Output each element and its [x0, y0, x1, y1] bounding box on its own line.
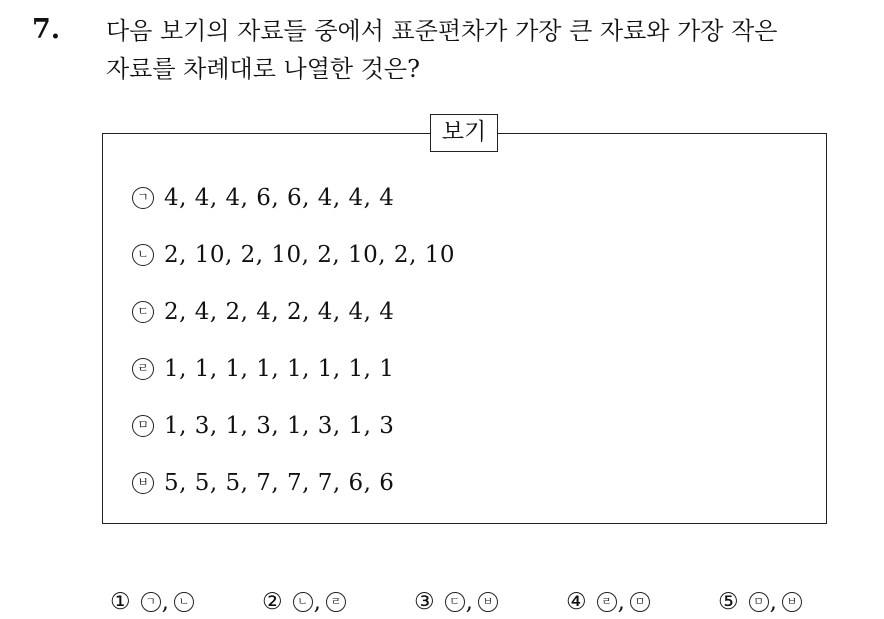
choice-marker-first: ㄷ: [445, 592, 465, 612]
item-marker: ㄹ: [132, 358, 154, 380]
choice-number: ②: [262, 589, 283, 615]
choice-separator: ,: [617, 589, 625, 615]
item-marker: ㄷ: [132, 301, 154, 323]
choice-separator: ,: [161, 589, 169, 615]
bogi-item-5: [132, 409, 394, 443]
choice-1[interactable]: [110, 589, 194, 615]
choice-marker-second: ㅁ: [630, 592, 650, 612]
choice-number: ④: [566, 589, 587, 615]
choice-number: ①: [110, 589, 131, 615]
choice-5[interactable]: [718, 589, 802, 615]
choice-marker-first: ㄴ: [293, 592, 313, 612]
item-marker: ㅂ: [132, 472, 154, 494]
question-number: 7.: [32, 14, 61, 45]
choice-number: ⑤: [718, 589, 739, 615]
question-text-line-2: 자료를 차례대로 나열한 것은?: [106, 55, 420, 83]
item-marker: ㄴ: [132, 244, 154, 266]
item-values: 5, 5, 5, 7, 7, 7, 6, 6: [164, 470, 395, 496]
choice-separator: ,: [313, 589, 321, 615]
item-values: 2, 4, 2, 4, 2, 4, 4, 4: [164, 299, 395, 325]
choice-marker-second: ㅂ: [478, 592, 498, 612]
choice-separator: ,: [769, 589, 777, 615]
bogi-item-6: [132, 466, 394, 500]
choice-marker-second: ㄴ: [174, 592, 194, 612]
choice-marker-second: ㄹ: [326, 592, 346, 612]
choice-marker-second: ㅂ: [782, 592, 802, 612]
item-values: 1, 3, 1, 3, 1, 3, 1, 3: [164, 413, 395, 439]
choice-separator: ,: [465, 589, 473, 615]
item-marker: ㄱ: [132, 187, 154, 209]
bogi-item-2: [132, 238, 455, 272]
choice-marker-first: ㄹ: [597, 592, 617, 612]
item-values: 1, 1, 1, 1, 1, 1, 1, 1: [164, 356, 395, 382]
bogi-title: 보기: [430, 114, 498, 152]
choice-4[interactable]: [566, 589, 650, 615]
choice-number: ③: [414, 589, 435, 615]
item-values: 4, 4, 4, 6, 6, 4, 4, 4: [164, 185, 395, 211]
item-marker: ㅁ: [132, 415, 154, 437]
bogi-item-3: [132, 295, 394, 329]
question-text-line-1: 다음 보기의 자료들 중에서 표준편차가 가장 큰 자료와 가장 작은: [106, 17, 778, 45]
bogi-item-1: [132, 181, 394, 215]
item-values: 2, 10, 2, 10, 2, 10, 2, 10: [164, 242, 455, 268]
choice-3[interactable]: [414, 589, 498, 615]
bogi-item-4: [132, 352, 394, 386]
choice-marker-first: ㅁ: [749, 592, 769, 612]
choice-marker-first: ㄱ: [141, 592, 161, 612]
choice-2[interactable]: [262, 589, 346, 615]
